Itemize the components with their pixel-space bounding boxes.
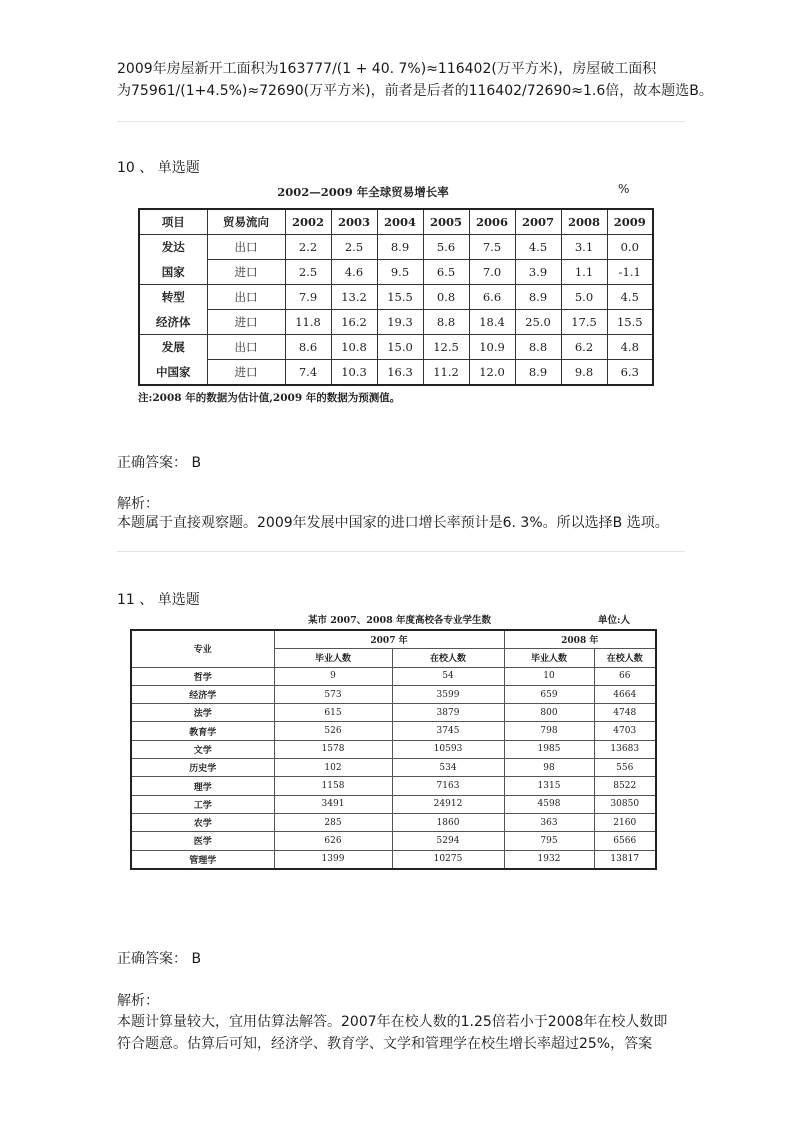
group-name-cell <box>139 310 207 335</box>
table-row <box>131 777 656 795</box>
table-note: 注:2008 年的数据为估计值,2009 年的数据为预测值。 <box>138 392 401 404</box>
divider <box>117 121 685 122</box>
value-cell: 16.3 <box>377 360 423 386</box>
table-row <box>139 360 653 386</box>
table-row <box>131 704 656 722</box>
value-cell: 556 <box>594 759 656 777</box>
table-row <box>131 722 656 740</box>
major-cell: 历史学 <box>131 759 274 777</box>
value-cell: 12.5 <box>423 335 469 360</box>
question-11-analysis-label: 解析： <box>117 993 159 1009</box>
group-name: 发达 <box>161 240 185 254</box>
value-cell: 6.3 <box>607 360 653 386</box>
table-row <box>131 759 656 777</box>
value-cell: -1.1 <box>607 260 653 285</box>
table-title: 某市 2007、2008 年度高校各专业学生数 <box>308 615 491 626</box>
flow-cell: 进口 <box>207 360 285 386</box>
value-cell: 25.0 <box>515 310 561 335</box>
header-cell: 在校人数 <box>392 649 504 667</box>
value-cell: 4748 <box>594 704 656 722</box>
value-cell: 8.9 <box>515 360 561 386</box>
table-row <box>139 235 653 260</box>
question-10-analysis <box>117 512 692 534</box>
value-cell: 526 <box>274 722 392 740</box>
value-cell: 9 <box>274 667 392 685</box>
group-name: 中国家 <box>156 365 191 379</box>
major-cell: 经济学 <box>131 685 274 703</box>
major-cell: 理学 <box>131 777 274 795</box>
group-name: 发展 <box>161 340 185 354</box>
value-cell: 6.5 <box>423 260 469 285</box>
value-cell: 30850 <box>594 795 656 813</box>
group-name: 转型 <box>161 290 185 304</box>
table-row <box>131 832 656 850</box>
value-cell: 800 <box>504 704 594 722</box>
table-row <box>139 260 653 285</box>
group-name-cell <box>139 260 207 285</box>
table-row <box>139 285 653 310</box>
table-header-row <box>139 209 653 235</box>
value-cell: 5294 <box>392 832 504 850</box>
value-cell: 4.5 <box>515 235 561 260</box>
value-cell: 285 <box>274 813 392 831</box>
header-cell: 在校人数 <box>594 649 656 667</box>
previous-explanation <box>117 58 713 102</box>
value-cell: 4664 <box>594 685 656 703</box>
value-cell: 5.0 <box>561 285 607 310</box>
header-cell: 项目 <box>139 209 207 235</box>
value-cell: 534 <box>392 759 504 777</box>
header-cell: 毕业人数 <box>274 649 392 667</box>
value-cell: 8522 <box>594 777 656 795</box>
value-cell: 10275 <box>392 850 504 869</box>
value-cell: 795 <box>504 832 594 850</box>
value-cell: 15.0 <box>377 335 423 360</box>
value-cell: 8.8 <box>423 310 469 335</box>
value-cell: 1578 <box>274 740 392 758</box>
value-cell: 1860 <box>392 813 504 831</box>
flow-cell: 进口 <box>207 260 285 285</box>
question-11-heading: 11 、 单选题 <box>117 592 200 608</box>
value-cell: 4.5 <box>607 285 653 310</box>
header-cell: 2003 <box>331 209 377 235</box>
table-title: 2002—2009 年全球贸易增长率 <box>277 185 449 199</box>
major-cell: 工学 <box>131 795 274 813</box>
value-cell: 9.8 <box>561 360 607 386</box>
value-cell: 66 <box>594 667 656 685</box>
value-cell: 1.1 <box>561 260 607 285</box>
value-cell: 9.5 <box>377 260 423 285</box>
value-cell: 1985 <box>504 740 594 758</box>
table-row <box>131 813 656 831</box>
question-11-analysis <box>117 1011 692 1055</box>
value-cell: 18.4 <box>469 310 515 335</box>
question-11-analysis-line1: 本题计算量较大，宜用估算法解答。2007年在校人数的1.25倍若小于2008年在校人数即 <box>117 1014 668 1030</box>
value-cell: 4598 <box>504 795 594 813</box>
table-unit: 单位:人 <box>598 615 631 626</box>
table-row <box>139 335 653 360</box>
previous-explanation-line2: 为75961/(1+4.5%)≈72690(万平方米)，前者是后者的116402/72690≈1.6倍，故本题选B。 <box>117 83 713 99</box>
value-cell: 8.9 <box>515 285 561 310</box>
flow-cell: 出口 <box>207 235 285 260</box>
value-cell: 3.9 <box>515 260 561 285</box>
value-cell: 10.8 <box>331 335 377 360</box>
table-header-row <box>131 630 656 649</box>
table-row <box>131 667 656 685</box>
value-cell: 798 <box>504 722 594 740</box>
value-cell: 363 <box>504 813 594 831</box>
value-cell: 8.6 <box>285 335 331 360</box>
value-cell: 13817 <box>594 850 656 869</box>
value-cell: 1158 <box>274 777 392 795</box>
flow-cell: 出口 <box>207 285 285 310</box>
table-row <box>139 310 653 335</box>
value-cell: 0.8 <box>423 285 469 310</box>
value-cell: 4703 <box>594 722 656 740</box>
student-count-table <box>130 629 657 870</box>
group-name: 经济体 <box>156 315 191 329</box>
header-cell: 2007 年 <box>274 630 504 649</box>
header-cell: 2004 <box>377 209 423 235</box>
major-cell: 管理学 <box>131 850 274 869</box>
value-cell: 1399 <box>274 850 392 869</box>
group-name-cell <box>139 360 207 386</box>
group-name-cell <box>139 335 207 360</box>
value-cell: 1932 <box>504 850 594 869</box>
value-cell: 2.2 <box>285 235 331 260</box>
header-cell: 2006 <box>469 209 515 235</box>
table-unit: % <box>618 182 630 196</box>
value-cell: 7.5 <box>469 235 515 260</box>
group-name: 国家 <box>161 265 185 279</box>
value-cell: 19.3 <box>377 310 423 335</box>
value-cell: 11.2 <box>423 360 469 386</box>
value-cell: 7.0 <box>469 260 515 285</box>
value-cell: 0.0 <box>607 235 653 260</box>
value-cell: 2160 <box>594 813 656 831</box>
value-cell: 5.6 <box>423 235 469 260</box>
value-cell: 573 <box>274 685 392 703</box>
value-cell: 17.5 <box>561 310 607 335</box>
major-cell: 哲学 <box>131 667 274 685</box>
table-row <box>131 740 656 758</box>
header-cell: 毕业人数 <box>504 649 594 667</box>
value-cell: 3745 <box>392 722 504 740</box>
question-10-answer: 正确答案： B <box>117 455 202 471</box>
value-cell: 11.8 <box>285 310 331 335</box>
value-cell: 3599 <box>392 685 504 703</box>
table-row <box>131 685 656 703</box>
major-cell: 医学 <box>131 832 274 850</box>
header-cell: 2008 <box>561 209 607 235</box>
value-cell: 4.8 <box>607 335 653 360</box>
value-cell: 15.5 <box>607 310 653 335</box>
header-cell: 2002 <box>285 209 331 235</box>
value-cell: 10.3 <box>331 360 377 386</box>
header-cell: 2005 <box>423 209 469 235</box>
value-cell: 102 <box>274 759 392 777</box>
value-cell: 1315 <box>504 777 594 795</box>
question-10-heading: 10 、 单选题 <box>117 160 200 176</box>
question-10-analysis-label: 解析： <box>117 496 159 512</box>
value-cell: 16.2 <box>331 310 377 335</box>
header-cell: 贸易流向 <box>207 209 285 235</box>
group-name-cell <box>139 235 207 260</box>
value-cell: 10 <box>504 667 594 685</box>
major-cell: 法学 <box>131 704 274 722</box>
value-cell: 2.5 <box>285 260 331 285</box>
value-cell: 3491 <box>274 795 392 813</box>
value-cell: 6.2 <box>561 335 607 360</box>
table-row <box>131 850 656 869</box>
value-cell: 659 <box>504 685 594 703</box>
value-cell: 7163 <box>392 777 504 795</box>
value-cell: 13.2 <box>331 285 377 310</box>
value-cell: 7.9 <box>285 285 331 310</box>
header-cell: 2007 <box>515 209 561 235</box>
question-11-table-image <box>128 612 658 887</box>
question-11-answer: 正确答案： B <box>117 951 202 967</box>
value-cell: 98 <box>504 759 594 777</box>
value-cell: 615 <box>274 704 392 722</box>
previous-explanation-line1: 2009年房屋新开工面积为163777/(1 + 40. 7%)≈116402(万平方米)，房屋破工面积 <box>117 61 657 77</box>
value-cell: 10.9 <box>469 335 515 360</box>
value-cell: 10593 <box>392 740 504 758</box>
value-cell: 24912 <box>392 795 504 813</box>
trade-growth-table <box>138 208 654 386</box>
value-cell: 6.6 <box>469 285 515 310</box>
divider <box>117 551 685 552</box>
major-cell: 教育学 <box>131 722 274 740</box>
group-name-cell <box>139 285 207 310</box>
header-cell: 2008 年 <box>504 630 656 649</box>
flow-cell: 进口 <box>207 310 285 335</box>
value-cell: 2.5 <box>331 235 377 260</box>
value-cell: 8.8 <box>515 335 561 360</box>
value-cell: 13683 <box>594 740 656 758</box>
value-cell: 7.4 <box>285 360 331 386</box>
value-cell: 3879 <box>392 704 504 722</box>
value-cell: 15.5 <box>377 285 423 310</box>
question-11-analysis-line2: 符合题意。估算后可知，经济学、教育学、文学和管理学在校生增长率超过25%，答案 <box>117 1036 653 1052</box>
value-cell: 626 <box>274 832 392 850</box>
major-cell: 文学 <box>131 740 274 758</box>
header-cell: 2009 <box>607 209 653 235</box>
header-cell: 专业 <box>131 630 274 667</box>
question-10-table-image <box>128 180 656 410</box>
value-cell: 12.0 <box>469 360 515 386</box>
value-cell: 4.6 <box>331 260 377 285</box>
major-cell: 农学 <box>131 813 274 831</box>
value-cell: 54 <box>392 667 504 685</box>
table-row <box>131 795 656 813</box>
value-cell: 3.1 <box>561 235 607 260</box>
flow-cell: 出口 <box>207 335 285 360</box>
question-10-analysis-text: 本题属于直接观察题。2009年发展中国家的进口增长率预计是6. 3%。所以选择B 选项。 <box>117 515 669 531</box>
value-cell: 8.9 <box>377 235 423 260</box>
value-cell: 6566 <box>594 832 656 850</box>
